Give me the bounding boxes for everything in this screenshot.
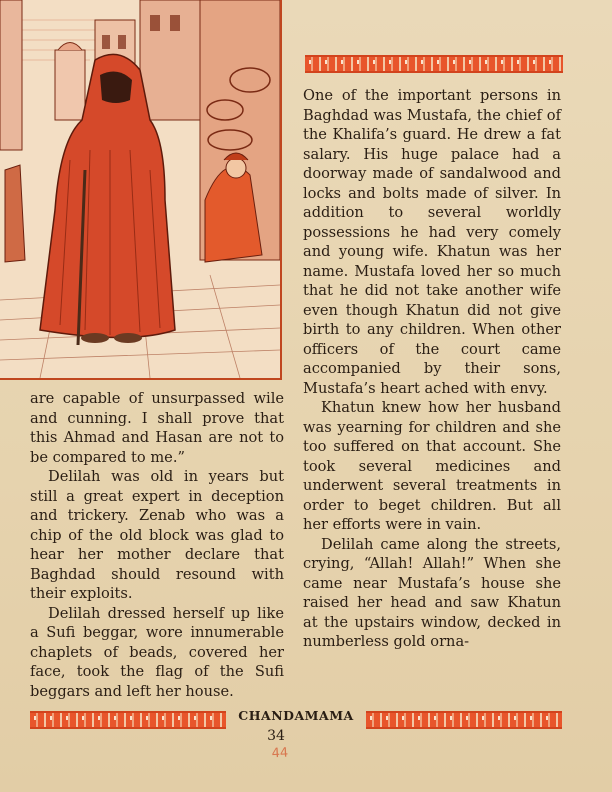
- magazine-title: CHANDAMAMA: [238, 708, 354, 723]
- page-number: 34: [267, 728, 285, 744]
- paragraph: Delilah was old in years but still a great expert in deception and trickery. Zenab who was a chip of the old block was glad to hear her mother declare that Baghdad should resound with their exploits.: [30, 468, 284, 602]
- paragraph: Khatun knew how her husband was yearning for children and she too suffered on that account. She took several medicines and underwent several treatments in order to beget children. But all her efforts were in vain.: [303, 399, 561, 533]
- paragraph: Delilah came along the streets, crying, “Allah! Allah!” When she came near Mustafa’s house she raised her head and saw Khatun at the upstairs window, decked in numberless gold orna-: [303, 535, 561, 650]
- text-column-right: [303, 86, 561, 652]
- illustration-veiled-beggar-in-street: [0, 0, 280, 378]
- paragraph: One of the important persons in Baghdad was Mustafa, the chief of the Khalifa’s guard. He drew a fat salary. His huge palace had a doorway made of sandalwood and locks and bolts made of silver. In addition to several worldly possessions he had very comely and young wife. Khatun was her name. Mustafa loved her so much that he did not take another wife even though Khatun did not give birth to any children. When other officers of the court came accompanied by their sons, Mustafa’s heart ached with envy.: [303, 87, 561, 397]
- paragraph: are capable of unsurpassed wile and cunning. I shall prove that this Ahmad and Hasan are not to be compared to me.”: [30, 390, 284, 466]
- decorative-border-footer-left: [30, 711, 226, 729]
- text-column-left: [30, 389, 284, 701]
- paragraph: Delilah dressed herself up like a Sufi beggar, wore innumerable chaplets of beads, covered her face, took the flag of the Sufi beggars and left her house.: [30, 604, 284, 700]
- story-illustration: [0, 0, 282, 380]
- decorative-border-footer-right: [366, 711, 562, 729]
- handwritten-page-number: 44: [271, 745, 289, 762]
- decorative-border-top: [305, 55, 563, 73]
